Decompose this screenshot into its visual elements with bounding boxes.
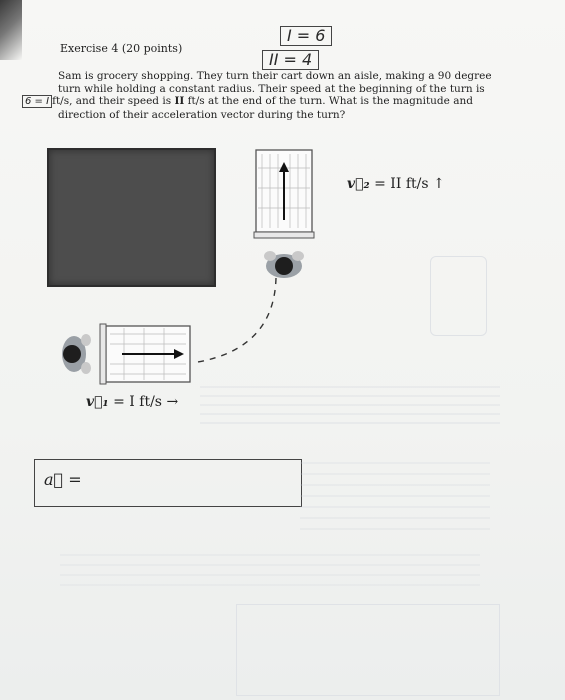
turn-path-dashed: [190, 270, 290, 380]
problem-line-1: Sam is grocery shopping. They turn their cart down an aisle, making a 90 degree: [58, 70, 492, 82]
store-aisle-shelf: [47, 148, 216, 287]
problem-line-2: turn while holding a constant radius. Their speed at the beginning of the turn is: [58, 82, 485, 95]
problem-line-4: direction of their acceleration vector during the turn?: [58, 108, 346, 121]
problem-text: [25, 70, 508, 121]
bleed-through-texture: [200, 384, 500, 424]
bleed-through-texture-3: [60, 552, 480, 586]
v2-label: v⃗₂ = II ft/s ↑: [347, 176, 445, 192]
cart-start-illustration: [48, 322, 198, 388]
problem-line-3: 6 = I ft/s, and their speed is II ft/s at the end of the turn. What is the magnitude and: [22, 95, 508, 109]
handwritten-inline-value: 6 = I: [22, 95, 52, 108]
bleed-through-box: [236, 604, 500, 696]
bleed-through-vessel: [430, 256, 487, 336]
page-corner-shadow: [0, 0, 22, 60]
handwritten-ii-value: II = 4: [262, 50, 319, 70]
exercise-title: Exercise 4 (20 points): [60, 42, 183, 55]
v1-label: v⃗₁ = I ft/s →: [86, 394, 179, 410]
bleed-through-texture-2: [300, 460, 490, 530]
handwritten-i-value: I = 6: [280, 26, 332, 46]
right-arrow-icon: →: [166, 394, 179, 410]
answer-label: a⃗ =: [44, 470, 82, 489]
up-arrow-icon: ↑: [432, 176, 445, 192]
